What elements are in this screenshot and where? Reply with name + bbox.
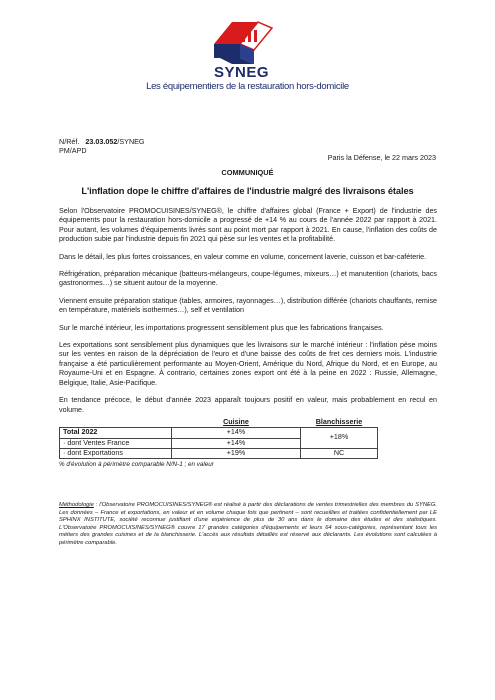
date-line: Paris la Défense, le 22 mars 2023 [327, 153, 436, 162]
reference-block [59, 137, 145, 155]
ref-initials: PM/APD [59, 146, 87, 155]
cell-blanchisserie: +18% [301, 428, 378, 449]
table-row [60, 428, 378, 438]
methodology-label: Méthodologie [59, 502, 94, 508]
paragraph: Dans le détail, les plus fortes croissances, en valeur comme en volume, concernent laverie, cuisson et bar-caféterie. [59, 252, 427, 261]
cell-cuisine: +19% [172, 448, 301, 458]
logo-text: SYNEG [214, 64, 270, 81]
cell-blanchisserie: NC [301, 448, 378, 458]
tagline: Les équipementiers de la restauration hors-domicile [146, 81, 349, 92]
cell-cuisine: +14% [172, 438, 301, 448]
results-table [59, 418, 378, 459]
body-text [59, 207, 437, 470]
table-note: % d'évolution à périmètre comparable N/N-1 ; en valeur [59, 461, 214, 469]
paragraph: En tendance précoce, le début d'année 2023 apparaît toujours positif en valeur, mais probablement en recul en volume. [59, 396, 437, 414]
table-header-cuisine: Cuisine [223, 417, 249, 426]
paragraph: Les exportations sont sensiblement plus dynamiques que les livraisons sur le marché intérieur : l'inflation pèse moins sur les ventes en raison de la dépréciation de l'euro et d'une baisse des coûts de fret ces derniers mois. L'industrie française a été particulièrement performante au Moyen-Orient, Amérique du Nord, Afrique du Nord, et en Europe, au Royaume-Uni et en Espagne. À contrario, certaines zones export ont été à la peine en 2022 : Russie, Allemagne, Belgique, Italie, Asie-Pacifique. [59, 341, 437, 387]
row-label: Total 2022 [60, 428, 172, 438]
table-header-blanchisserie: Blanchisserie [315, 417, 363, 426]
row-label: · dont Exportations [60, 448, 172, 458]
paragraph: Selon l'Observatoire PROMOCUISINES/SYNEG®, le chiffre d'affaires global (France + Export) de l'industrie des équipements pour la restauration hors-domicile a progressé de +14 % au cours de l'année 2022 par rapport à 2021. Pour autant, les volumes d'équipements livrés sont au point mort par rapport à 2021. En cause, l'inflation des coûts de production subie par l'industrie depuis fin 2021 qui pèse sur les ventes et la profitabilité. [59, 207, 437, 244]
cell-cuisine: +14% [172, 428, 301, 438]
ref-prefix: N/Réf. [59, 137, 80, 146]
communique-heading: COMMUNIQUÉ [221, 168, 274, 177]
paragraph: Sur le marché intérieur, les importations progressent sensiblement plus que les fabrications françaises. [59, 323, 384, 332]
ref-number: 23.03.052 [85, 137, 118, 146]
methodology-note [59, 502, 437, 548]
paragraph: Viennent ensuite préparation statique (tables, armoires, rayonnages…), distribution différée (chariots chauffants, remise en température, matériels isothermes…), self et ventilation [59, 296, 437, 315]
paragraph: Réfrigération, préparation mécanique (batteurs-mélangeurs, coupe-légumes, mixeurs…) et manutention (chariots, bacs gastronormes…) se situent autour de la moyenne. [59, 270, 437, 288]
table-header-empty [60, 418, 172, 428]
press-title: L'inflation dope le chiffre d'affaires de l'industrie malgré des livraisons étales [81, 186, 414, 196]
table-row [60, 448, 378, 458]
methodology-text: : l'Observatoire PROMOCUISINES/SYNEG® est réalisé à partir des déclarations de ventes trimestrielles des membres du SYNEG. Les données – France et exportations, en valeur et en volume chaque fois que pertinent – sont recueillies et traitées confidentiellement par LE SPHINX INSTITUTE, société reconnue justifiant d'une expérience de plus de 30 ans dans le domaine des études et des statistiques. L'Observatoire PROMOCUISINES/SYNEG® couvre 17 grandes catégories d'équipements et leurs 64 sous-catégories, représentant tous les métiers des grandes cuisines et de la blanchisserie. L'accès aux résultats détaillés est réservé aux déclarants. Les évolutions sont calculées à périmètre comparable. [59, 502, 437, 546]
ref-suffix: /SYNEG [117, 137, 145, 146]
row-label: · dont Ventes France [60, 438, 172, 448]
